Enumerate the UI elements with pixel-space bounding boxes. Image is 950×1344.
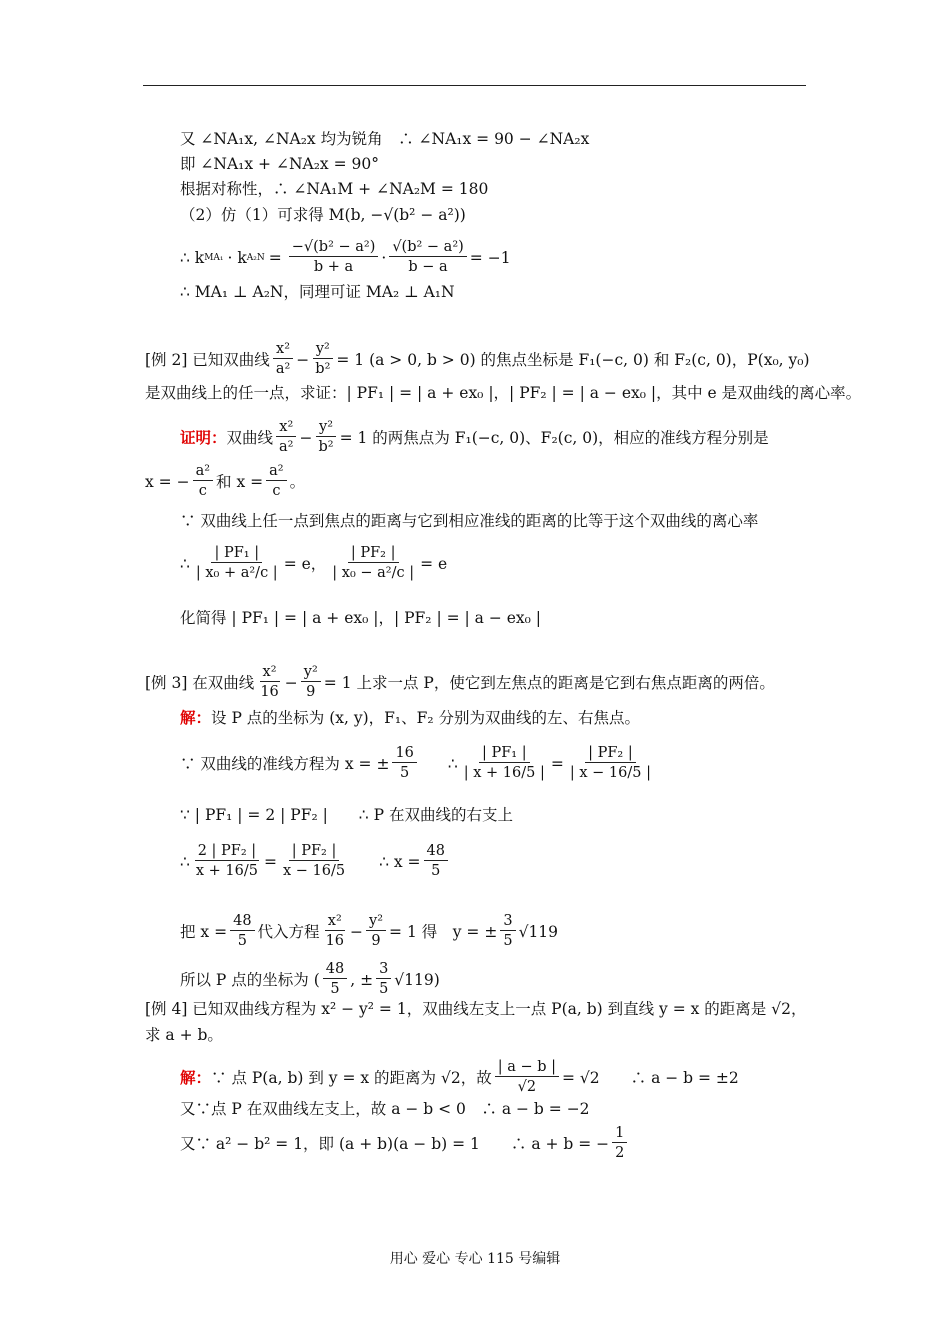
fraction: $\frac{\text{y²}}{9}$ [366, 912, 386, 951]
fraction: $\frac{\text{x²}}{16}$ [325, 913, 345, 949]
fraction: $\frac{\text{x²}}{16}$ [260, 664, 279, 700]
fraction: $\frac{\text{a²}}{c}$ [193, 462, 213, 501]
text-line: 又 ∠NA₁x, ∠NA₂x 均为锐角 ∴ ∠NA₁x = 90 − ∠NA₂x [180, 130, 590, 148]
solution-label: 解： [180, 708, 212, 727]
fraction: $\frac{48}{5}$ [230, 912, 254, 951]
fraction: $\frac{\text{| PF₂ |}}{| x - 16/5 |}$ [569, 745, 651, 781]
text-line: ∵ 双曲线上任一点到焦点的距离与它到相应准线的距离的比等于这个双曲线的离心率 [180, 512, 759, 530]
fraction: $\frac{\text{√(b² − a²)}}{b - a}$ [389, 238, 466, 277]
text-line: 即 ∠NA₁x + ∠NA₂x = 90° [180, 155, 379, 173]
fraction: $\frac{16}{5}$ [392, 744, 416, 783]
solution-line: 解： 设 P 点的坐标为 (x, y)，F₁、F₂ 分别为双曲线的左、右焦点。 [180, 708, 641, 727]
text-line: （2）仿（1）可求得 M(b, −√(b² − a²)) [180, 206, 466, 224]
fraction: $\frac{\text{y²}}{9}$ [301, 663, 321, 702]
fraction: $\frac{48}{5}$ [424, 842, 448, 881]
substitution-line: 把 x = $\frac{48}{5}$ 代入方程 $\frac{\text{x²}}{16}$ − $\frac{\text{y²}}{9}$ = 1 得 y = ± $\frac{3}{5}$ √119 [180, 913, 559, 949]
fraction: $\frac{48}{5}$ [323, 960, 347, 999]
fraction: $\frac{\text{| PF₁ |}}{| x + 16/5 |}$ [463, 745, 545, 781]
header-rule [143, 85, 806, 86]
example-2-statement: [例 2] 已知双曲线 $\frac{\text{x²}}{\text{a²}}$ − $\frac{\text{y²}}{\text{b²}}$ = 1 (a > 0, b > 0) 的焦点坐标是 F₁(−c, 0) 和 F₂(c, 0)，P(x₀, y₀) [145, 341, 810, 377]
fraction: $\frac{\text{| PF₂ |}}{\text{| x₀ − a²/c |}}$ [332, 545, 415, 581]
text-line: 根据对称性，∴ ∠NA₁M + ∠NA₂M = 180 [180, 180, 489, 198]
fraction: $\frac{3}{5}$ [500, 912, 515, 951]
slope-product-line: ∴ k MA₁ · k A₂N = $\frac{\text{−√(b² − a²)}}{b + a}$ · $\frac{\text{√(b² − a²)}}{b - a}$ = −1 [180, 239, 511, 275]
text-line: 又∵点 P 在双曲线左支上，故 a − b < 0 ∴ a − b = −2 [180, 1100, 590, 1118]
proof-line: 证明： 双曲线 $\frac{\text{x²}}{\text{a²}}$ − $\frac{\text{y²}}{\text{b²}}$ = 1 的两焦点为 F₁(−c, 0)、F₂(c, 0)，相应的准线方程分别是 [180, 419, 769, 455]
fraction: $\frac{\text{y²}}{\text{b²}}$ [312, 340, 333, 379]
directrix-line: x = − $\frac{\text{a²}}{c}$ 和 x = $\frac{\text{a²}}{c}$ 。 [145, 463, 306, 499]
fraction: $\frac{3}{5}$ [376, 960, 391, 999]
text-line: ∵ | PF₁ | = 2 | PF₂ | ∴ P 在双曲线的右支上 [180, 806, 513, 824]
text-line: ∴ MA₁ ⊥ A₂N，同理可证 MA₂ ⊥ A₁N [180, 283, 455, 301]
example-3-statement: [例 3] 在双曲线 $\frac{\text{x²}}{16}$ − $\frac{\text{y²}}{9}$ = 1 上求一点 P，使它到左焦点的距离是它到右焦点距离的两倍。 [145, 664, 775, 700]
text-line: 求 a + b。 [145, 1026, 223, 1044]
proof-label: 证明： [180, 427, 227, 447]
fraction: $\frac{1}{2}$ [612, 1124, 627, 1163]
result-line: 所以 P 点的坐标为 ( $\frac{48}{5}$ , ± $\frac{3}{5}$ √119) [180, 961, 440, 997]
solution-line: 解： ∵ 点 P(a, b) 到 y = x 的距离为 √2，故 $\frac{| a - b |}{√2}$ = √2 ∴ a − b = ±2 [180, 1059, 739, 1095]
fraction: $\frac{\text{−√(b² − a²)}}{b + a}$ [289, 238, 379, 277]
page-footer: 用心 爱心 专心 115 号编辑 [389, 1251, 561, 1267]
fraction: $\frac{\text{2 | PF₂ |}}{x + 16/5}$ [195, 843, 258, 879]
final-line: 又∵ a² − b² = 1，即 (a + b)(a − b) = 1 ∴ a + b = − $\frac{1}{2}$ [180, 1124, 630, 1163]
fraction: $\frac{\text{| PF₂ |}}{x - 16/5}$ [282, 843, 346, 879]
text-line: 是双曲线上的任一点，求证：| PF₁ | = | a + ex₀ |，| PF₂ | = | a − ex₀ |，其中 e 是双曲线的离心率。 [145, 384, 862, 402]
solution-label: 解： [180, 1067, 212, 1087]
directrix-ratio-line: ∵ 双曲线的准线方程为 x = ± $\frac{16}{5}$ ∴ $\frac{\text{| PF₁ |}}{| x + 16/5 |}$ = $\frac{\text{| PF₂ |}}{| x - 16/5 |}$ [180, 744, 657, 783]
fraction: $\frac{\text{x²}}{\text{a²}}$ [273, 340, 293, 379]
equation-line: ∴ $\frac{\text{2 | PF₂ |}}{x + 16/5}$ = $\frac{\text{| PF₂ |}}{x - 16/5}$ ∴ x = $\frac{48}{5}$ [180, 842, 451, 881]
fraction: $\frac{\text{y²}}{\text{b²}}$ [316, 418, 337, 457]
fraction: $\frac{\text{x²}}{\text{a²}}$ [276, 418, 296, 457]
fraction: $\frac{\text{a²}}{c}$ [266, 462, 286, 501]
ratio-line: ∴ $\frac{\text{| PF₁ |}}{\text{| x₀ + a²/c |}}$ = e， $\frac{\text{| PF₂ |}}{\text{| x₀ − a²/c |}}$ = e [180, 545, 448, 581]
fraction: $\frac{| a - b |}{√2}$ [495, 1058, 559, 1097]
text-line: 化简得 | PF₁ | = | a + ex₀ |，| PF₂ | = | a − ex₀ | [180, 609, 542, 627]
fraction: $\frac{\text{| PF₁ |}}{\text{| x₀ + a²/c |}}$ [195, 545, 278, 581]
example-4-statement: [例 4] 已知双曲线方程为 x² − y² = 1，双曲线左支上一点 P(a, b) 到直线 y = x 的距离是 √2， [145, 1000, 807, 1018]
